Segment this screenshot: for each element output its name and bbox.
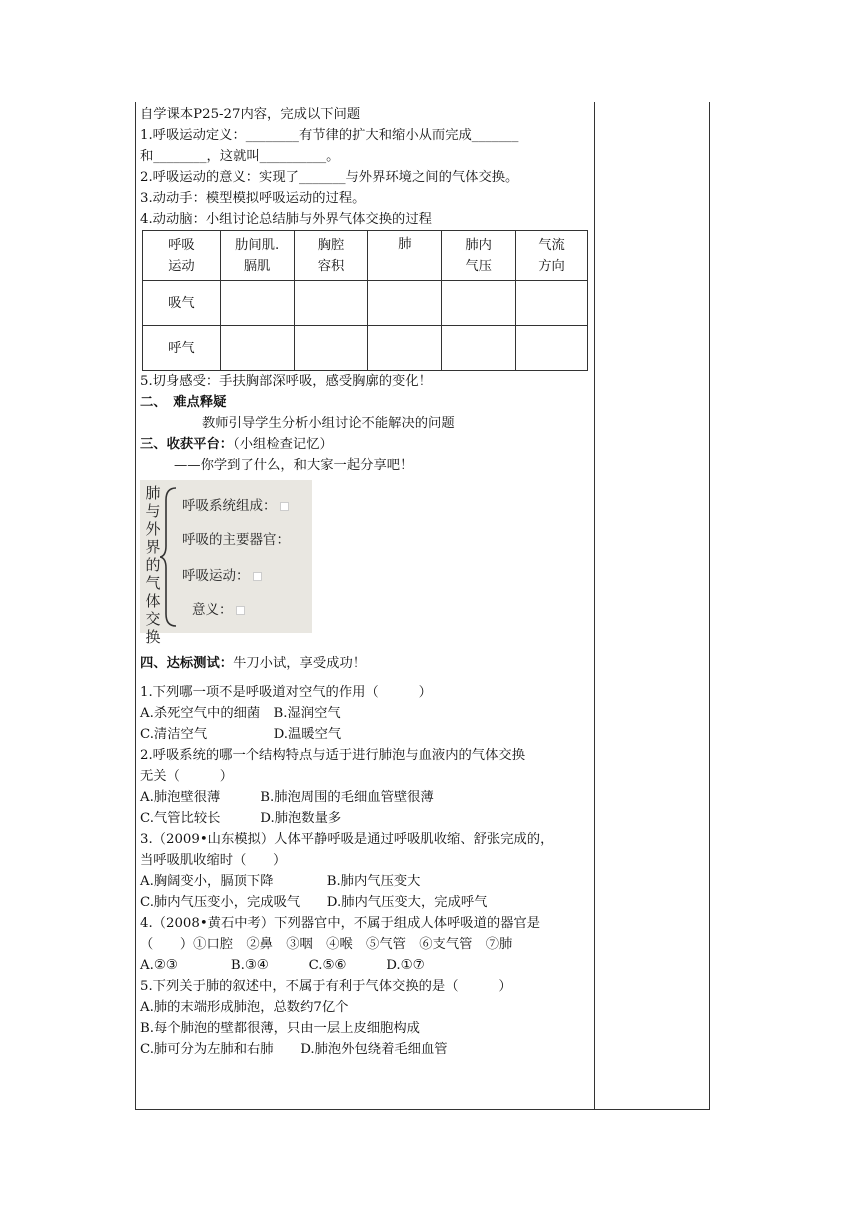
table-cell[interactable] [516, 326, 588, 371]
table-cell[interactable] [294, 326, 368, 371]
question-5: 5.切身感受：手扶胸部深呼吸，感受胸廓的变化！ [140, 374, 432, 389]
mind-map-image [140, 480, 312, 646]
header-cell: 呼吸 运动 [143, 231, 221, 281]
quiz-line: 4.（2008•黄石中考）下列器官中，不属于组成人体呼吸道的器官是 [140, 916, 541, 931]
intro-line: 自学课本P25-27内容，完成以下问题 [140, 107, 361, 122]
section-3-heading: 三、收获平台：（小组检查记忆） [140, 437, 333, 452]
quiz-line: C.清洁空气 D.温暖空气 [140, 727, 342, 742]
quiz-line: C.肺内气压变小，完成吸气 D.肺内气压变大，完成呼气 [140, 895, 488, 910]
mind-map-item: 意义： [192, 600, 245, 621]
table-cell[interactable] [220, 281, 294, 326]
row-label-exhale: 呼气 [143, 326, 221, 371]
blank-box-icon [253, 572, 262, 581]
notes-column-border [595, 102, 710, 1110]
quiz-line: A.②③ B.③④ C.⑤⑥ D.①⑦ [140, 958, 425, 973]
row-label-inhale: 吸气 [143, 281, 221, 326]
header-cell: 胸腔 容积 [294, 231, 368, 281]
table-cell[interactable] [220, 326, 294, 371]
blank-box-icon [280, 502, 289, 511]
quiz-line: C.肺可分为左肺和右肺 D.肺泡外包绕着毛细血管 [140, 1042, 448, 1057]
quiz-line: A.胸阔变小，膈顶下降 B.肺内气压变大 [140, 874, 421, 889]
mind-map-item: 呼吸系统组成： [182, 496, 289, 517]
table-header-row [143, 231, 588, 281]
header-cell: 肺 [368, 231, 442, 281]
quiz-list [140, 682, 592, 1060]
table-row [143, 281, 588, 326]
worksheet-content [140, 104, 592, 1060]
quiz-line: A.杀死空气中的细菌 B.湿润空气 [140, 706, 341, 721]
section-2-heading: 二、 难点释疑 [140, 395, 227, 410]
mind-map-item: 呼吸的主要器官： [182, 532, 290, 548]
section-3-subtitle: ——你学到了什么，和大家一起分享吧！ [174, 458, 414, 473]
brace-icon [160, 486, 178, 628]
quiz-line: 2.呼吸系统的哪一个结构特点与适于进行肺泡与血液内的气体交换 [140, 748, 525, 763]
table-cell[interactable] [368, 326, 442, 371]
question-4: 4.动动脑：小组讨论总结肺与外界气体交换的过程 [140, 212, 432, 227]
question-1-line-1: 1.呼吸运动定义：________有节律的扩大和缩小从而完成_______ [140, 128, 519, 143]
gas-exchange-table [142, 230, 588, 371]
quiz-line: 无关（ ） [140, 769, 234, 784]
header-cell: 肋间肌. 膈肌 [220, 231, 294, 281]
table-cell[interactable] [368, 281, 442, 326]
question-2: 2.呼吸运动的意义：实现了_______与外界环境之间的气体交换。 [140, 170, 519, 185]
header-cell: 肺内 气压 [442, 231, 516, 281]
question-3: 3.动动手：模型模拟呼吸运动的过程。 [140, 191, 366, 206]
section-2-text: 教师引导学生分析小组讨论不能解决的问题 [202, 416, 455, 431]
quiz-line: 5.下列关于肺的叙述中，不属于有利于气体交换的是（ ） [140, 979, 512, 994]
table-row [143, 326, 588, 371]
section-4-heading: 四、达标测试：牛刀小试，享受成功！ [140, 656, 367, 671]
quiz-line: C.气管比较长 D.肺泡数量多 [140, 811, 342, 826]
header-cell: 气流 方向 [516, 231, 588, 281]
blank-box-icon [236, 606, 245, 615]
quiz-line: A.肺的末端形成肺泡，总数约7亿个 [140, 1000, 349, 1015]
mind-map-title: 肺与外界的气体交换 [145, 484, 161, 646]
table-cell[interactable] [442, 281, 516, 326]
question-1-line-2: 和________，这就叫__________。 [140, 149, 340, 164]
mind-map-item: 呼吸运动： [182, 566, 262, 587]
quiz-line: A.肺泡壁很薄 B.肺泡周围的毛细血管壁很薄 [140, 790, 434, 805]
quiz-line: 1.下列哪一项不是呼吸道对空气的作用（ ） [140, 685, 432, 700]
quiz-line: 3.（2009•山东模拟）人体平静呼吸是通过呼吸肌收缩、舒张完成的， [140, 832, 554, 847]
table-cell[interactable] [516, 281, 588, 326]
quiz-line: （ ）①口腔 ②鼻 ③咽 ④喉 ⑤气管 ⑥支气管 ⑦肺 [140, 937, 513, 952]
quiz-line: B.每个肺泡的壁都很薄，只由一层上皮细胞构成 [140, 1021, 420, 1036]
table-cell[interactable] [294, 281, 368, 326]
table-cell[interactable] [442, 326, 516, 371]
quiz-line: 当呼吸肌收缩时（ ） [140, 853, 287, 868]
